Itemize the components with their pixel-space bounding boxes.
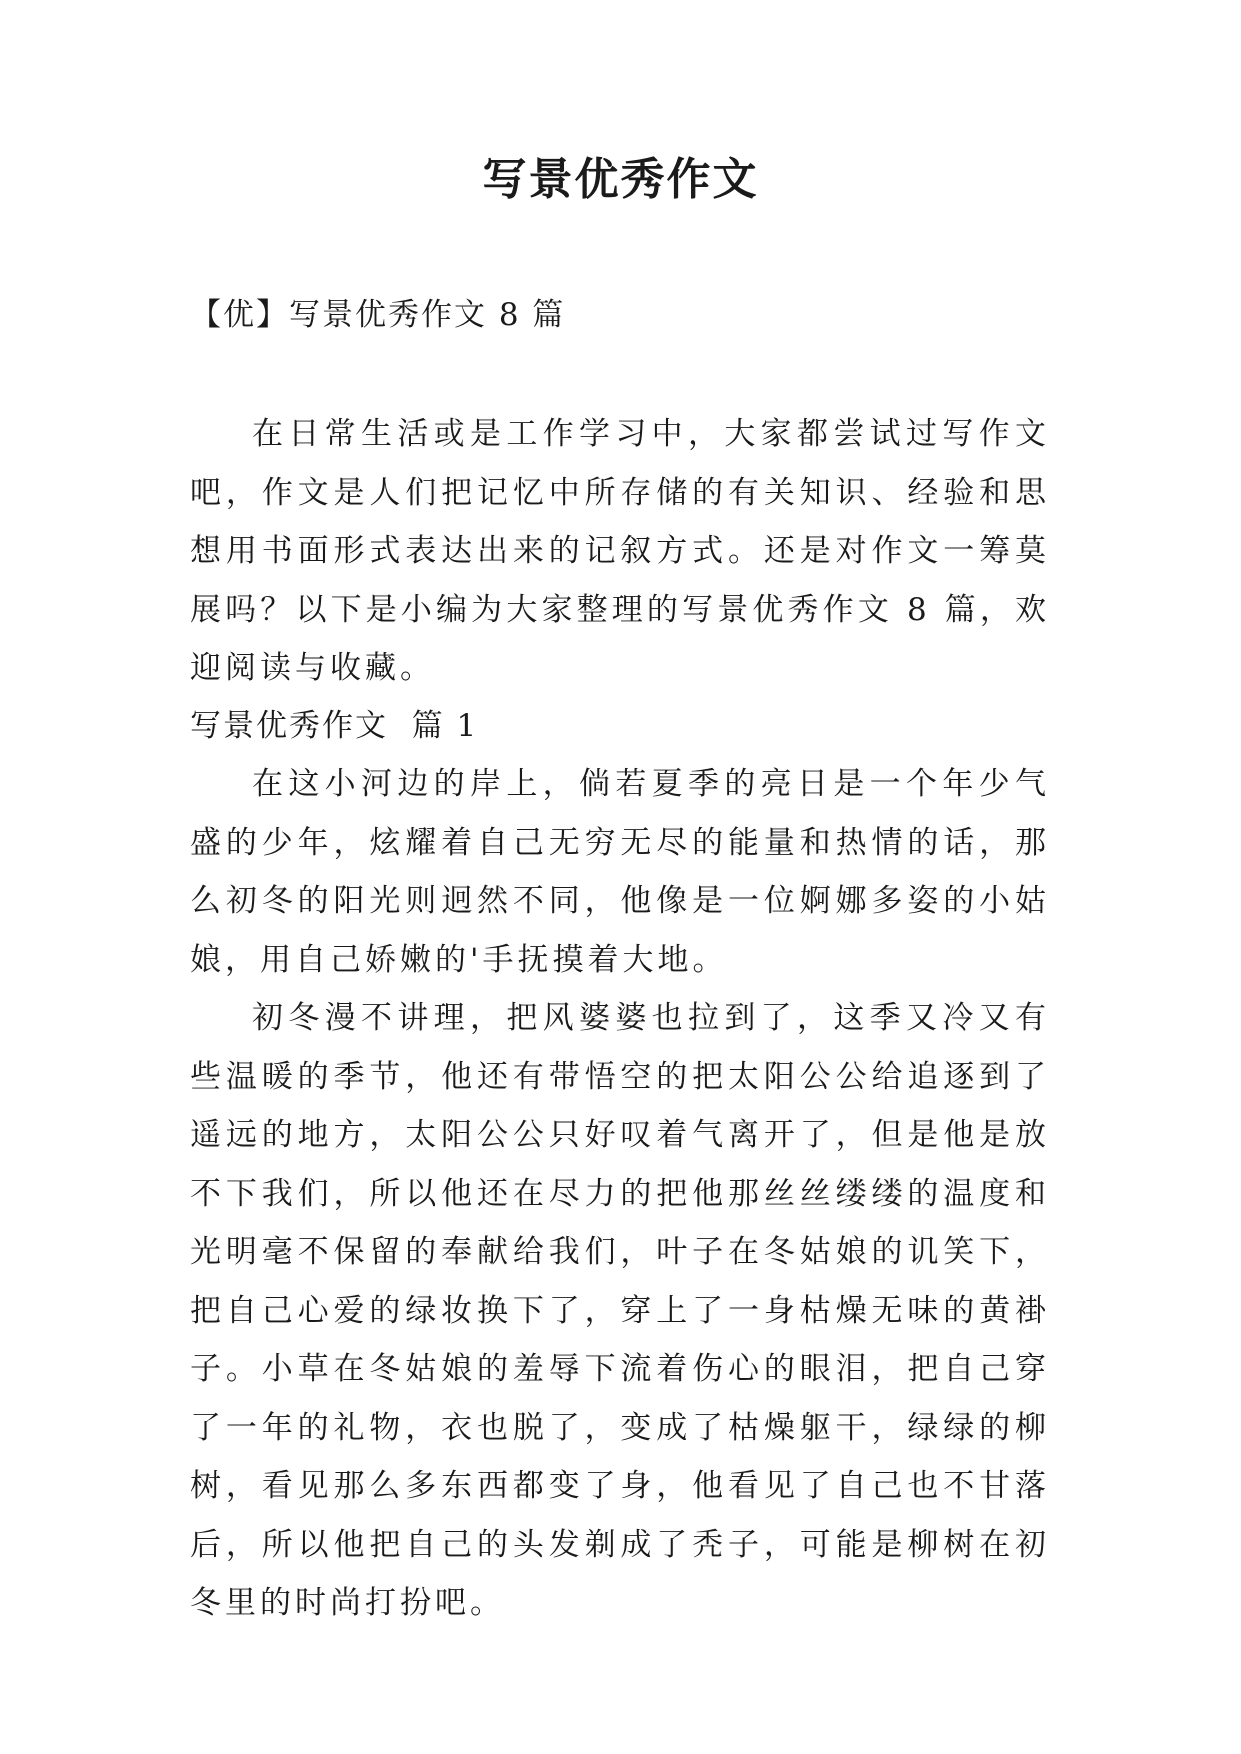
section-paragraph: 在这小河边的岸上，倘若夏季的亮日是一个年少气盛的少年，炫耀着自己无穷无尽的能量和热情的话，那么初冬的阳光则迥然不同，他像是一位婀娜多姿的小姑娘，用自己娇嫩的'手抚摸着大地。 — [190, 766, 1050, 978]
section-paragraph: 初冬漫不讲理，把风婆婆也拉到了，这季又冷又有些温暖的季节，他还有带悟空的把太阳公公给追逐到了遥远的地方，太阳公公只好叹着气离开了，但是他是放不下我们，所以他还在尽力的把他那丝丝缕缕的温度和光明毫不保留的奉献给我们，叶子在冬姑娘的讥笑下，把自己心爱的绿妆换下了，穿上了一身枯燥无味的黄褂子。小草在冬姑娘的羞辱下流着伤心的眼泪，把自己穿了一年的礼物，衣也脱了，变成了枯燥躯干，绿绿的柳树，看见那么多东西都变了身，他看见了自己也不甘落后，所以他把自己的头发剃成了秃子，可能是柳树在初冬里的时尚打扮吧。 — [190, 1000, 1050, 1621]
section-heading: 写景优秀作文 篇 1 — [190, 708, 479, 744]
section-body — [190, 755, 1050, 1633]
intro-paragraph-block — [190, 405, 1050, 698]
document-subtitle: 【优】写景优秀作文 8 篇 — [190, 297, 566, 333]
intro-paragraph: 在日常生活或是工作学习中，大家都尝试过写作文吧，作文是人们把记忆中所存储的有关知识、经验和思想用书面形式表达出来的记叙方式。还是对作文一筹莫展吗？以下是小编为大家整理的写景优秀作文 8 篇，欢迎阅读与收藏。 — [190, 416, 1050, 686]
document-title: 写景优秀作文 — [482, 154, 759, 205]
